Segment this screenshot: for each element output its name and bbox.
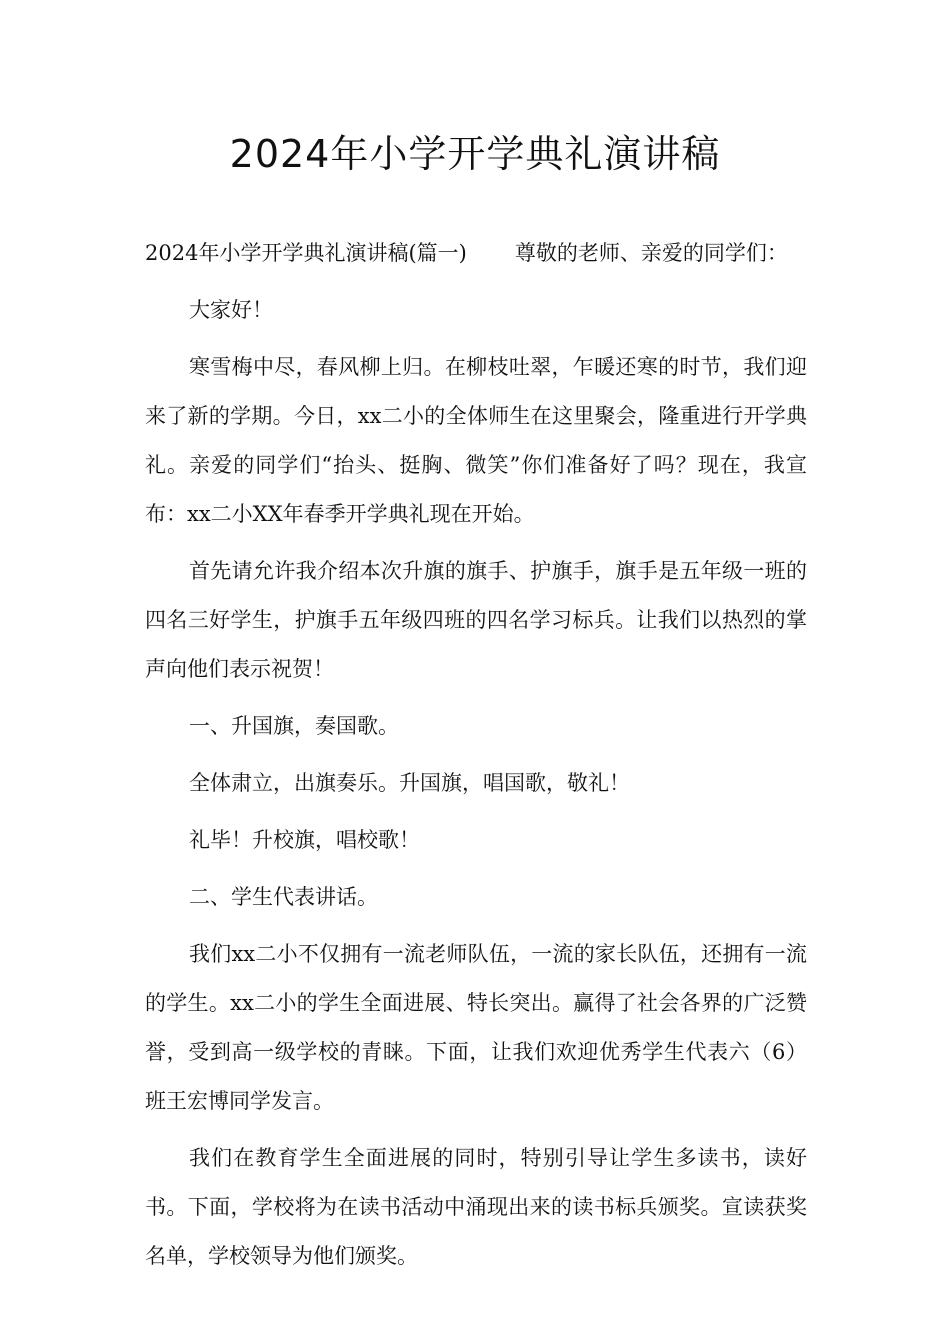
paragraph-student-speech: 我们xx二小不仅拥有一流老师队伍，一流的家长队伍，还拥有一流的学生。xx二小的学生全面进展、特长突出。赢得了社会各界的广泛赞誉，受到高一级学校的青睐。下面，让我们欢迎优秀学生代表六（6）班王宏博同学发言。 — [145, 942, 807, 1113]
section-heading: 2024年小学开学典礼演讲稿(篇一) — [145, 241, 467, 265]
opening-line — [145, 229, 807, 278]
paragraph-item-two: 二、学生代表讲话。 — [189, 885, 378, 909]
paragraph-greeting: 大家好！ — [189, 298, 273, 322]
paragraph-item-one: 一、升国旗，奏国歌。 — [189, 714, 399, 738]
paragraph-salute: 全体肃立，出旗奏乐。升国旗，唱国歌，敬礼！ — [189, 771, 630, 795]
paragraph-flag-bearers: 首先请允许我介绍本次升旗的旗手、护旗手，旗手是五年级一班的四名三好学生，护旗手五年级四班的四名学习标兵。让我们以热烈的掌声向他们表示祝贺！ — [145, 559, 807, 681]
paragraph-reading-awards: 我们在教育学生全面进展的同时，特别引导让学生多读书，读好书。下面，学校将为在读书活动中涌现出来的读书标兵颁奖。宣读获奖名单，学校领导为他们颁奖。 — [145, 1146, 807, 1268]
paragraph-opening: 寒雪梅中尽，春风柳上归。在柳枝吐翠，乍暖还寒的时节，我们迎来了新的学期。今日，xx二小的全体师生在这里聚会，隆重进行开学典礼。亲爱的同学们“抬头、挺胸、微笑”你们准备好了吗？现在，我宣布：xx二小XX年春季开学典礼现在开始。 — [145, 355, 807, 526]
document-title: 2024年小学开学典礼演讲稿 — [229, 132, 721, 176]
salutation: 尊敬的老师、亲爱的同学们： — [514, 241, 788, 265]
paragraph-school-flag: 礼毕！升校旗，唱校歌！ — [189, 828, 420, 852]
document-body — [145, 229, 807, 1281]
